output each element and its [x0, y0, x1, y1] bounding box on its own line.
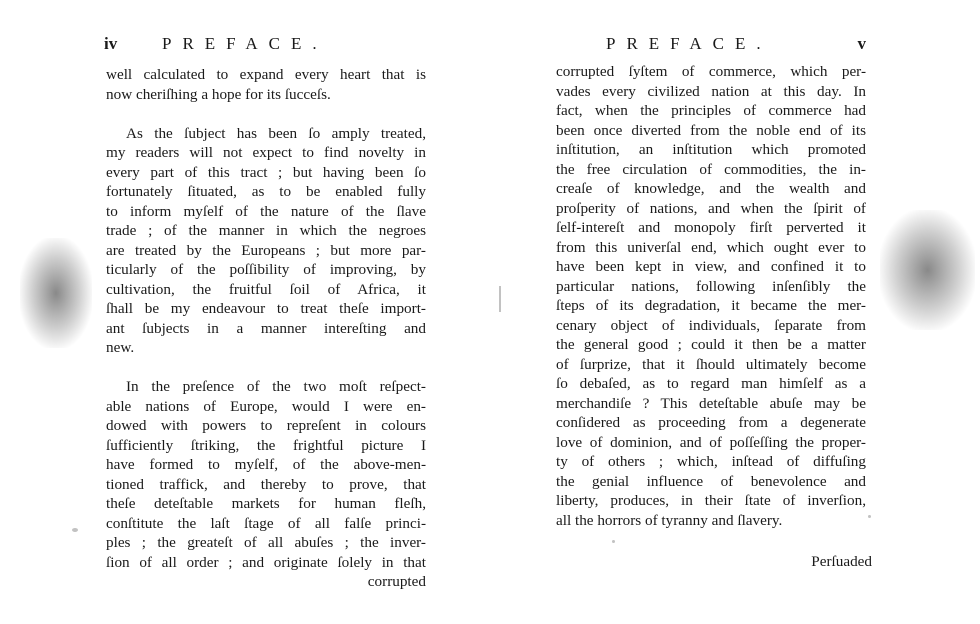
right-running-head: [606, 34, 866, 56]
text-line: liberty, produces, in their ſtate of inverſion,: [556, 492, 866, 509]
text-line: merchandiſe ? This deteſtable abuſe may be: [556, 394, 866, 412]
text-line: now cheriſhing a hope for its ſucceſs.: [106, 85, 331, 103]
left-folio: iv: [104, 34, 118, 53]
text-line: In the preſence of the two moſt reſpect-: [126, 378, 426, 395]
text-line: fact, when the principles of commerce had: [556, 102, 866, 119]
text-line: every part of this tract ; but having been ſo: [106, 163, 426, 181]
text-line: my readers will not expect to find novelty in: [106, 144, 426, 161]
text-line: able nations of Europe, would I were en-: [106, 397, 426, 415]
catchword: Perſuaded: [811, 553, 872, 570]
text-line: creaſe of knowledge, and the wealth and: [556, 180, 866, 197]
text-line: of ſurprize, that it ſhould ultimately become: [556, 355, 866, 373]
text-line: conſidered as proceeding from a degenerate: [556, 414, 866, 431]
text-line: trade ; of the manner in which the negroes: [106, 222, 426, 239]
text-line: ſufficiently ſtriking, the frightful picture I: [106, 436, 426, 454]
catchword-left: corrupted: [367, 573, 426, 590]
paper-speck: [612, 540, 615, 543]
gutter-mark: [499, 286, 501, 312]
left-running-head: [104, 34, 434, 56]
text-line: the general good ; could it then be a matter: [556, 336, 866, 353]
text-line: to inform myſelf of the nature of the ſlave: [106, 202, 426, 220]
left-head-title: PREFACE.: [162, 34, 328, 53]
text-line: ticularly of the poſſibility of improving, by: [106, 261, 426, 278]
paper-speck: [72, 528, 78, 532]
paragraph-gap: [106, 104, 426, 124]
left-text-block: [106, 65, 426, 592]
ink-bleed-smudge-left: [20, 238, 92, 348]
text-line: are treated by the Europeans ; but more par-: [106, 241, 426, 259]
paragraph-gap: [106, 358, 426, 378]
text-line: from this univerſal end, which ought ever to: [556, 238, 866, 256]
text-line: cultivation, the fruitful ſoil of Africa, it: [106, 280, 426, 298]
text-line: been once diverted from the noble end of its: [556, 121, 866, 139]
text-line: ſteps of its degradation, it became the mer-: [556, 297, 866, 314]
text-line: ſo debaſed, as to regard man himſelf as a: [556, 375, 866, 392]
text-line: tioned traffick, and thereby to prove, that: [106, 475, 426, 493]
right-folio: v: [857, 34, 866, 53]
text-line: ant ſubjects in a manner intereſting and: [106, 319, 426, 337]
text-line: the free circulation of commodities, the in-: [556, 160, 866, 178]
right-head-title: PREFACE.: [606, 34, 772, 53]
text-line: cenary object of individuals, ſeparate from: [556, 316, 866, 334]
text-line: ples ; the greateſt of all abuſes ; the inver-: [106, 534, 426, 551]
text-line: vades every civilized nation at this day. In: [556, 82, 866, 100]
text-line: corrupted ſyſtem of commerce, which per-: [556, 63, 866, 80]
text-line: proſperity of nations, and when the ſpirit of: [556, 199, 866, 217]
text-line: ſion of all order ; and originate ſolely in that: [106, 553, 426, 571]
text-line: have been kept in view, and confined it to: [556, 258, 866, 275]
text-line: conſtitute the laſt ſtage of all falſe princi-: [106, 514, 426, 532]
text-line: all the horrors of tyranny and ſlavery.: [556, 511, 783, 529]
text-line: particular nations, following inſenſibly the: [556, 277, 866, 295]
text-line: the genial influence of benevolence and: [556, 472, 866, 490]
text-line: theſe deteſtable markets for human fleſh,: [106, 495, 426, 512]
text-line: new.: [106, 339, 135, 356]
text-line: inſtitution, an inſtitution which promoted: [556, 141, 866, 158]
text-line: As the ſubject has been ſo amply treated,: [126, 124, 426, 142]
text-line: ſhall be my endeavour to treat theſe import-: [106, 300, 426, 317]
text-line: have formed to myſelf, of the above-men-: [106, 456, 426, 473]
paper-speck: [868, 515, 871, 518]
text-line: well calculated to expand every heart that is: [106, 66, 426, 83]
right-text-block: [556, 62, 866, 530]
text-line: dowed with powers to repreſent in colours: [106, 417, 426, 434]
text-line: fortunately ſituated, as to be enabled fully: [106, 183, 426, 200]
text-line: ſelf-intereſt and monopoly firſt perverted it: [556, 219, 866, 236]
ink-bleed-smudge-right: [880, 210, 975, 330]
text-line: love of dominion, and of poſſeſſing the proper-: [556, 433, 866, 451]
text-line: ty of others ; which, inſtead of diffuſing: [556, 453, 866, 470]
